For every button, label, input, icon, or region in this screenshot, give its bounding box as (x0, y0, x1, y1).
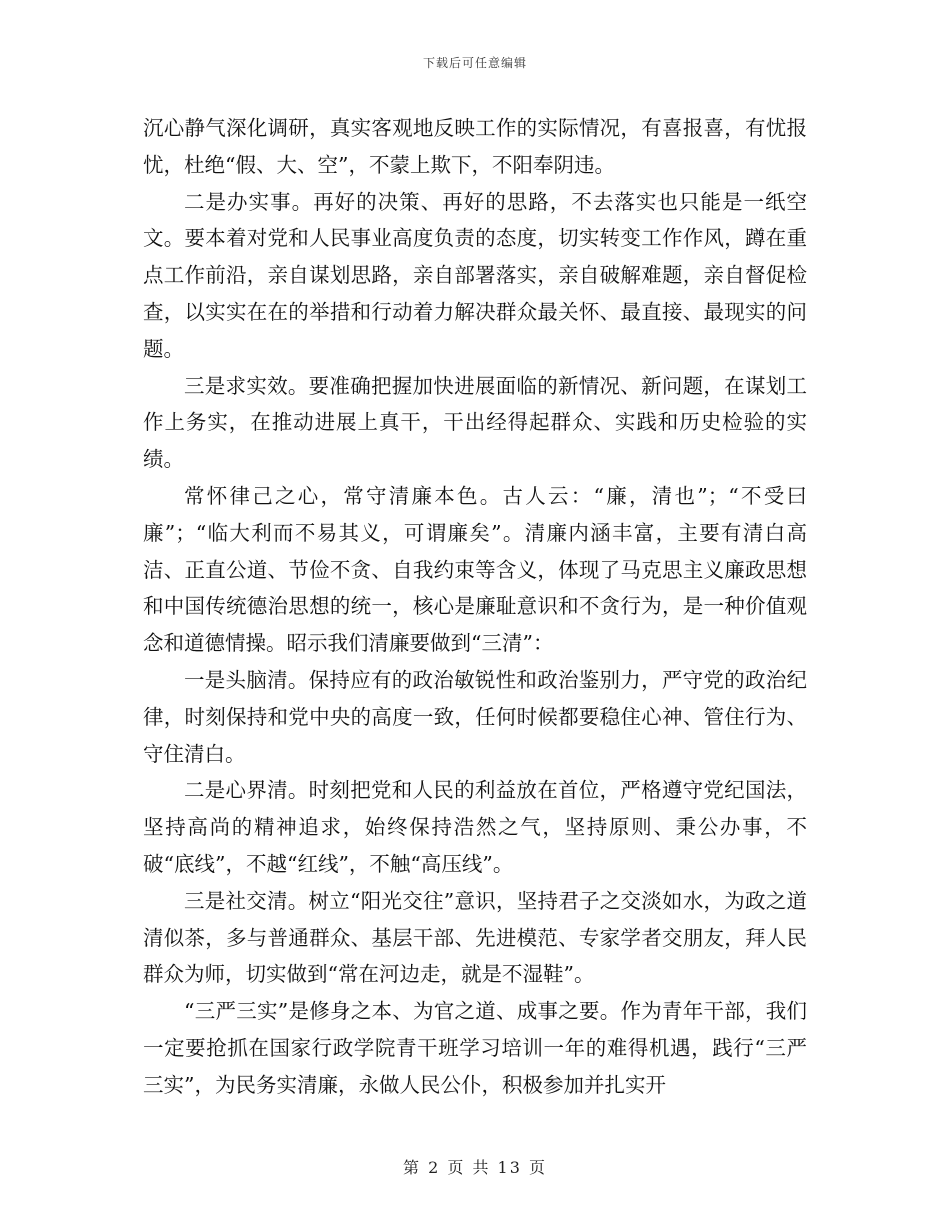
paragraph: 二是办实事。再好的决策、再好的思路，不去落实也只能是一纸空文。要本着对党和人民事业高度负责的态度，切实转变工作作风，蹲在重点工作前沿，亲自谋划思路，亲自部署落实，亲自破解难题，亲自督促检查，以实实在在的举措和行动着力解决群众最关怀、最直接、最现实的问题。 (143, 189, 807, 361)
paragraph: 常怀律己之心，常守清廉本色。古人云：“廉，清也”；“不受曰廉”；“临大利而不易其义，可谓廉矣”。清廉内涵丰富，主要有清白高洁、正直公道、节俭不贪、自我约束等含义，体现了马克思主义廉政思想和中国传统德治思想的统一，核心是廉耻意识和不贪行为，是一种价值观念和道德情操。昭示我们清廉要做到“三清”： (143, 483, 807, 656)
paragraph: 一是头脑清。保持应有的政治敏锐性和政治鉴别力，严守党的政治纪律，时刻保持和党中央的高度一致，任何时候都要稳住心神、管住行为、守住清白。 (143, 667, 807, 766)
page-header: 下载后可任意编辑 (422, 56, 527, 70)
page-number-footer: 第 2 页 共 13 页 (403, 1158, 547, 1177)
document-body (143, 110, 807, 1104)
paragraph: 沉心静气深化调研，真实客观地反映工作的实际情况，有喜报喜，有忧报忧，杜绝“假、大、空”，不蒙上欺下，不阳奉阴违。 (143, 116, 807, 177)
paragraph: “三严三实”是修身之本、为官之道、成事之要。作为青年干部，我们一定要抢抓在国家行政学院青干班学习培训一年的难得机遇，践行“三严三实”，为民务实清廉，永做人民公仆，积极参加并扎实开 (143, 999, 807, 1097)
paragraph: 二是心界清。时刻把党和人民的利益放在首位，严格遵守党纪国法，坚持高尚的精神追求，始终保持浩然之气，坚持原则、秉公办事，不破“底线”，不越“红线”，不触“高压线”。 (143, 778, 807, 876)
paragraph: 三是社交清。树立“阳光交往”意识，坚持君子之交淡如水，为政之道清似茶，多与普通群众、基层干部、先进模范、专家学者交朋友，拜人民群众为师，切实做到“常在河边走，就是不湿鞋”。 (143, 888, 807, 987)
paragraph: 三是求实效。要准确把握加快进展面临的新情况、新问题，在谋划工作上务实，在推动进展上真干，干出经得起群众、实践和历史检验的实绩。 (143, 373, 807, 472)
